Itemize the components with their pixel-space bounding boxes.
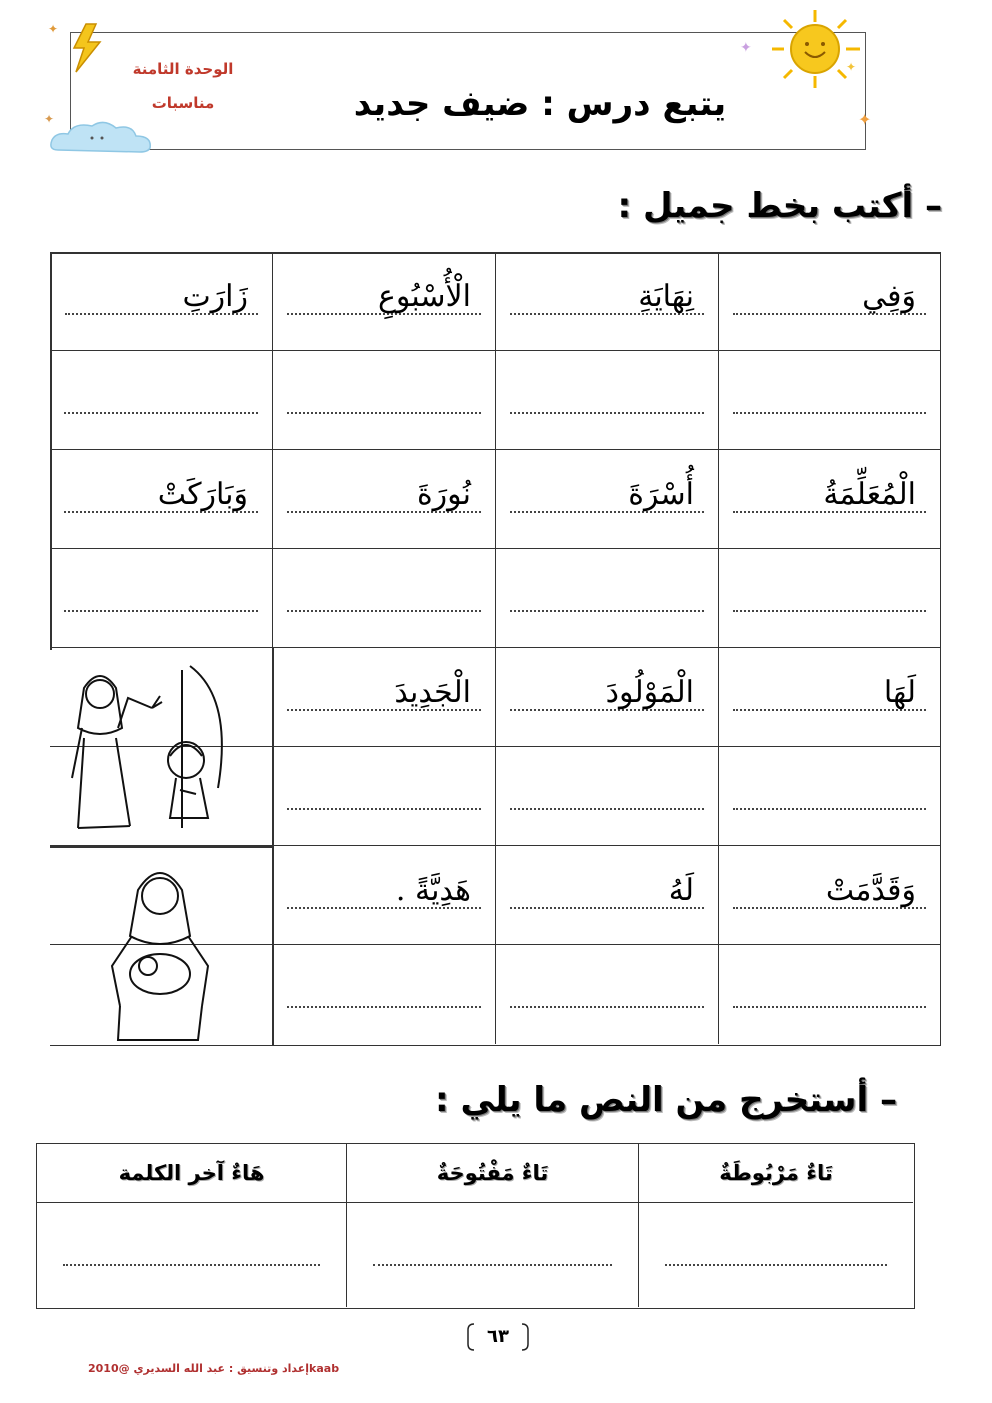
- word-cell[interactable]: [273, 252, 496, 351]
- word-text: الْأُسْبُوعِ: [377, 279, 471, 314]
- word-text: الْمَوْلُودَ: [605, 675, 694, 710]
- writing-cell[interactable]: [496, 747, 719, 846]
- extract-header: تَاءٌ مَفْتُوحَةٌ: [347, 1144, 638, 1203]
- writing-cell[interactable]: [719, 351, 941, 450]
- sparkle-icon: ✦: [846, 60, 857, 74]
- word-text: وَقَدَّمَتْ: [825, 873, 916, 908]
- word-cell[interactable]: [496, 450, 719, 549]
- word-text: نِهَايَةِ: [638, 279, 694, 314]
- sparkle-icon: ✦: [858, 110, 872, 129]
- word-cell[interactable]: [719, 648, 941, 747]
- lightning-icon: [56, 20, 116, 76]
- word-cell[interactable]: [496, 252, 719, 351]
- writing-cell[interactable]: [719, 549, 941, 648]
- writing-cell[interactable]: [719, 945, 941, 1044]
- writing-cell[interactable]: [273, 945, 496, 1044]
- answer-line[interactable]: [63, 1264, 320, 1266]
- word-text: الْمُعَلِّمَةُ: [823, 477, 916, 512]
- writing-cell[interactable]: [496, 945, 719, 1044]
- word-text: زَارَتِ: [182, 279, 248, 314]
- writing-cell[interactable]: [496, 549, 719, 648]
- word-text: أُسْرَةَ: [628, 477, 694, 512]
- word-cell[interactable]: [50, 450, 273, 549]
- extract-column: [37, 1144, 346, 1307]
- writing-cell[interactable]: [273, 351, 496, 450]
- table-row: [50, 450, 941, 549]
- writing-table: [50, 252, 941, 1046]
- writing-cell[interactable]: [273, 549, 496, 648]
- sparkle-icon: ✦: [44, 112, 55, 126]
- credit-line: إعداد وتنسيق : عبد الله السديري @2010kaab: [88, 1362, 340, 1375]
- table-row: [50, 252, 941, 351]
- row-divider: [50, 846, 273, 848]
- writing-cell[interactable]: [719, 747, 941, 846]
- writing-cell[interactable]: [50, 351, 273, 450]
- writing-cell[interactable]: [50, 549, 273, 648]
- page-number: ٦٣: [487, 1326, 509, 1347]
- word-cell[interactable]: [496, 648, 719, 747]
- word-text: وَبَارَكَتْ: [157, 477, 248, 512]
- unit-subtitle: مناسبات: [151, 94, 215, 112]
- word-text: نُورَةَ: [416, 477, 471, 512]
- visit-illustration: [58, 658, 263, 838]
- extract-header: تَاءٌ مَرْبُوطَةٌ: [639, 1144, 913, 1203]
- table-row: [50, 549, 941, 648]
- writing-cell[interactable]: [273, 747, 496, 846]
- word-text: لَهَا: [883, 675, 916, 710]
- word-cell[interactable]: [719, 252, 941, 351]
- word-cell[interactable]: [50, 252, 273, 351]
- word-cell[interactable]: [273, 648, 496, 747]
- section-title-extract: – أستخرج من النص ما يلي :: [435, 1080, 897, 1120]
- answer-line[interactable]: [665, 1264, 887, 1266]
- table-row: [50, 351, 941, 450]
- word-text: وَفِي: [862, 279, 916, 314]
- cloud-icon: [48, 120, 158, 154]
- word-text: لَهُ: [668, 873, 694, 908]
- word-cell[interactable]: [273, 450, 496, 549]
- word-text: هَدِيَّةً .: [395, 873, 471, 908]
- extract-header: هَاءٌ آخر الكلمة: [37, 1144, 346, 1203]
- unit-title: الوحدة الثامنة: [132, 60, 234, 78]
- word-cell[interactable]: [719, 846, 941, 945]
- word-cell[interactable]: [496, 846, 719, 945]
- lesson-title: يتبع درس : ضيف جديد: [353, 84, 727, 124]
- extract-column: [346, 1144, 638, 1307]
- mother-baby-illustration: [98, 856, 228, 1042]
- section-title-write: – أكتب بخط جميل :: [617, 186, 942, 226]
- writing-cell[interactable]: [496, 351, 719, 450]
- extract-table: [36, 1143, 915, 1309]
- word-cell[interactable]: [273, 846, 496, 945]
- word-text: الْجَدِيدَ: [394, 675, 471, 710]
- answer-line[interactable]: [373, 1264, 612, 1266]
- sparkle-icon: ✦: [48, 22, 59, 36]
- extract-column: [638, 1144, 913, 1307]
- word-cell[interactable]: [719, 450, 941, 549]
- sparkle-icon: ✦: [740, 40, 752, 56]
